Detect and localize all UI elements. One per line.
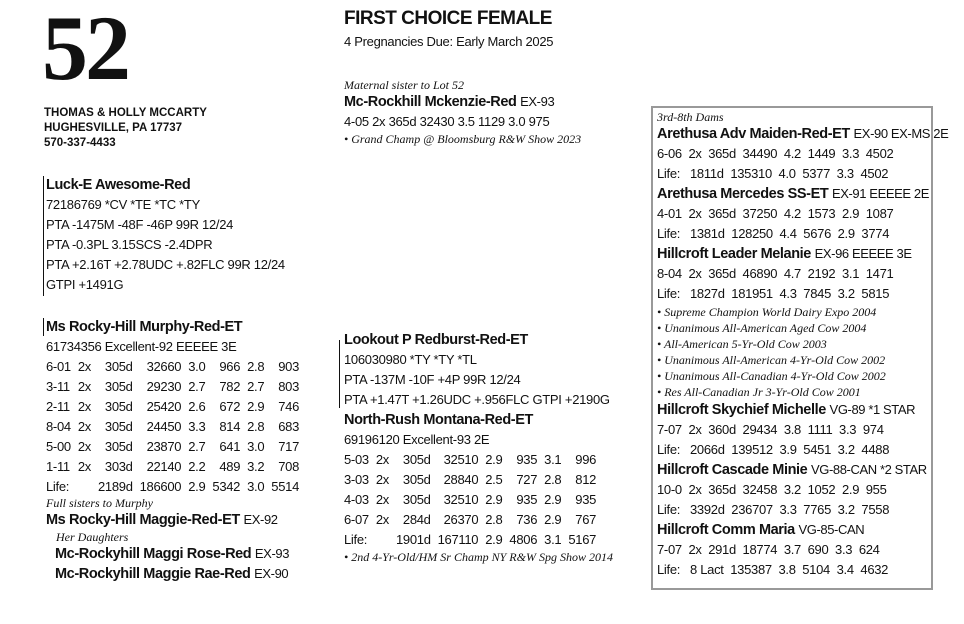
record-cell: 903 [278,359,300,374]
record-cell: 2x [77,359,91,374]
record-cell: 736 [516,512,538,527]
record-cell: 26370 [443,512,479,527]
record-cell: 305d [104,359,133,374]
record-cell: 305d [104,439,133,454]
ancestor-dam-lifetime: Life: 8 Lact 135387 3.8 5104 3.4 4632 [657,562,889,577]
lifetime-cell: Life: [46,479,70,494]
record-cell: 2x [375,512,389,527]
sire-line: PTA -1475M -48F -46P 99R 12/24 [46,217,234,232]
ancestor-dam-classification: EX-96 EEEEE 3E [814,246,912,261]
lifetime-cell: 5167 [568,532,597,547]
ancestor-dam-name: Hillcroft Leader Melanie [657,246,811,262]
sire-bracket [43,176,44,296]
record-cell: 2x [375,492,389,507]
record-cell: 2-11 [46,399,70,414]
ancestor-dam-entry [657,184,948,204]
record-cell: 814 [219,419,241,434]
maternal-sister-label: Maternal sister to Lot 52 [344,78,465,92]
record-cell: 6-07 [344,512,369,527]
record-cell: 3.0 [188,359,206,374]
sire-line: GTPI +1491G [46,277,124,292]
consignor-city: HUGHESVILLE, PA 17737 [44,122,183,134]
lifetime-cell: 5514 [271,479,300,494]
record-row [46,377,306,397]
record-cell: 2x [375,452,389,467]
maternal-sister-block [344,78,581,146]
ancestor-dam-classification: EX-91 EEEEE 2E [831,186,929,201]
record-cell: 3-11 [46,379,70,394]
record-cell: 3.1 [544,452,562,467]
record-cell: 305d [104,399,133,414]
record-cell: 489 [219,459,241,474]
ancestor-dam-award: • Supreme Champion World Dairy Expo 2004 [657,305,877,319]
ancestor-dam-record: 7-07 2x 291d 18774 3.7 690 3.3 624 [657,542,880,557]
lifetime-row [344,530,603,550]
dam-name: Ms Rocky-Hill Murphy-Red-ET [46,319,243,335]
ancestor-dam-award: • All-American 5-Yr-Old Cow 2003 [657,337,827,351]
ancestor-dam-lifetime: Life: 1811d 135310 4.0 5377 3.3 4502 [657,166,889,181]
record-cell: 672 [219,399,241,414]
mgs-bracket [339,340,340,408]
record-row [344,470,603,490]
record-cell: 2x [375,472,389,487]
dam-records-table [46,357,306,497]
record-row [344,510,603,530]
dam-registration: 61734356 Excellent-92 EEEEE 3E [46,339,237,354]
record-cell: 2.7 [188,439,206,454]
sire-line: 72186769 *CV *TE *TC *TY [46,197,200,212]
record-cell: 305d [402,452,431,467]
record-cell: 683 [278,419,300,434]
record-cell: 4-03 [344,492,369,507]
mgs-line: PTA -137M -10F +4P 99R 12/24 [344,372,521,387]
record-cell: 2.8 [544,472,562,487]
page-title: FIRST CHOICE FEMALE [344,8,552,29]
mgs-block [344,330,613,564]
mgs-name: Lookout P Redburst-Red-ET [344,332,528,348]
record-cell: 305d [402,492,431,507]
record-cell: 2x [77,399,91,414]
record-cell: 2.7 [188,379,206,394]
ancestor-dam-lifetime: Life: 2066d 139512 3.9 5451 3.2 4488 [657,442,890,457]
maternal-sister-entry [344,92,581,112]
lifetime-cell: 3.1 [544,532,562,547]
record-cell: 2.2 [188,459,206,474]
record-cell: 8-04 [46,419,71,434]
record-cell: 5-00 [46,439,71,454]
record-cell: 2.9 [544,492,562,507]
sire-name: Luck-E Awesome-Red [46,177,191,193]
record-cell: 23870 [146,439,182,454]
record-cell: 5-03 [344,452,369,467]
record-cell: 22140 [146,459,182,474]
record-cell: 935 [575,492,597,507]
record-cell: 746 [278,399,300,414]
record-cell: 2x [77,459,91,474]
daughter-name: Mc-Rockyhill Maggi Rose-Red [55,546,252,562]
record-cell: 2x [77,379,91,394]
ancestor-dam-record: 8-04 2x 365d 46890 4.7 2192 3.1 1471 [657,266,894,281]
record-cell: 24450 [146,419,182,434]
ancestor-dam-record: 7-07 2x 360d 29434 3.8 1111 3.3 974 [657,422,884,437]
record-cell: 32510 [443,492,479,507]
ancestor-dam-award: • Unanimous All-American 4-Yr-Old Cow 2002 [657,353,886,367]
lifetime-cell: 4806 [509,532,538,547]
sire-block [46,175,285,295]
ancestor-dam-classification: VG-88-CAN *2 STAR [810,462,927,477]
record-cell: 2.8 [485,512,503,527]
dam-block [46,317,306,497]
record-cell: 803 [278,379,300,394]
ancestor-dam-lifetime: Life: 1381d 128250 4.4 5676 2.9 3774 [657,226,890,241]
record-cell: 782 [219,379,241,394]
record-cell: 708 [278,459,300,474]
record-cell: 29230 [146,379,182,394]
record-cell: 3-03 [344,472,369,487]
ancestor-dam-entry [657,244,948,264]
record-cell: 966 [219,359,241,374]
record-cell: 996 [575,452,597,467]
ancestor-dam-classification: VG-85-CAN [798,522,865,537]
granddam-award: • 2nd 4-Yr-Old/HM Sr Champ NY R&W Spg Show 2014 [344,550,613,564]
mgs-line: PTA +1.47T +1.26UDC +.956FLC GTPI +2190G [344,392,610,407]
record-cell: 2.6 [188,399,206,414]
daughter-classification: EX-93 [254,546,290,561]
record-cell: 305d [402,472,431,487]
record-cell: 2.8 [247,419,265,434]
ancestor-dam-entry [657,400,948,420]
ancestor-dam-lifetime: Life: 1827d 181951 4.3 7845 3.2 5815 [657,286,890,301]
granddam-registration: 69196120 Excellent-93 2E [344,432,490,447]
ancestor-dam-entry [657,124,948,144]
record-cell: 812 [575,472,597,487]
record-cell: 3.3 [188,419,206,434]
record-cell: 1-11 [46,459,70,474]
consignor-phone: 570-337-4433 [44,137,116,149]
ancestor-dam-lifetime: Life: 3392d 236707 3.3 7765 3.2 7558 [657,502,890,517]
full-sisters-note: Full sisters to Murphy [46,496,153,510]
record-cell: 2.5 [485,472,503,487]
record-row [46,457,306,477]
record-cell: 6-01 [46,359,71,374]
dams-box-label: 3rd-8th Dams [657,110,724,124]
record-cell: 2.8 [247,359,265,374]
lifetime-row [46,477,306,497]
record-row [344,450,603,470]
record-row [344,490,603,510]
ancestor-dam-name: Hillcroft Cascade Minie [657,462,808,478]
record-cell: 2.9 [485,452,503,467]
maternal-sister-record: 4-05 2x 365d 32430 3.5 1129 3.0 975 [344,114,550,129]
consignor-name: THOMAS & HOLLY MCCARTY [44,107,207,119]
record-cell: 2.9 [485,492,503,507]
record-cell: 2.7 [247,379,265,394]
sister-classification: EX-92 [243,512,278,527]
record-cell: 2x [77,419,91,434]
lifetime-cell: 1901d [395,532,431,547]
mgs-line: 106030980 *TY *TY *TL [344,352,477,367]
record-cell: 2.9 [247,399,265,414]
sire-line: PTA -0.3PL 3.15SCS -2.4DPR [46,237,213,252]
record-cell: 641 [219,439,241,454]
record-cell: 935 [516,492,538,507]
record-cell: 935 [516,452,538,467]
sire-line: PTA +2.16T +2.78UDC +.82FLC 99R 12/24 [46,257,285,272]
lifetime-cell: 5342 [212,479,241,494]
ancestor-dam-name: Arethusa Adv Maiden-Red-ET [657,126,850,142]
ancestor-dam-award: • Unanimous All-Canadian 4-Yr-Old Cow 2002 [657,369,886,383]
record-cell: 305d [104,419,133,434]
record-cell: 303d [104,459,133,474]
consignor-block [44,106,207,151]
lot-number: 52 [42,0,128,99]
granddam-name: North-Rush Montana-Red-ET [344,412,533,428]
record-cell: 3.2 [247,459,265,474]
daughters-label: Her Daughters [56,530,129,544]
ancestor-dam-name: Hillcroft Comm Maria [657,522,795,538]
ancestor-dam-award: • Unanimous All-American Aged Cow 2004 [657,321,867,335]
ancestor-dam-award: • Res All-Canadian Jr 3-Yr-Old Cow 2001 [657,385,861,399]
dams-box-content [657,110,948,580]
ancestor-dam-name: Arethusa Mercedes SS-ET [657,186,829,202]
record-row [46,397,306,417]
ancestor-dam-entry [657,460,948,480]
ancestor-dam-classification: EX-90 EX-MS 2E [853,126,949,141]
record-cell: 32510 [443,452,479,467]
daughter-classification: EX-90 [254,566,289,581]
daughter-entry [46,564,289,584]
record-cell: 767 [575,512,597,527]
lifetime-cell: Life: [344,532,368,547]
lifetime-cell: 3.0 [247,479,265,494]
ancestor-dam-classification: VG-89 *1 STAR [829,402,916,417]
sister-entry [46,510,289,530]
record-row [46,417,306,437]
sister-name: Ms Rocky-Hill Maggie-Red-ET [46,512,240,528]
record-cell: 284d [402,512,431,527]
record-row [46,437,306,457]
lifetime-cell: 167110 [437,532,479,547]
granddam-records-table [344,450,603,550]
ancestor-dam-record: 6-06 2x 365d 34490 4.2 1449 3.3 4502 [657,146,894,161]
lifetime-cell: 2189d [97,479,133,494]
daughter-entry [46,544,289,564]
record-cell: 25420 [146,399,182,414]
record-cell: 32660 [146,359,182,374]
record-cell: 727 [516,472,538,487]
dam-family-block [46,496,289,584]
record-cell: 2x [77,439,91,454]
ancestor-dam-name: Hillcroft Skychief Michelle [657,402,826,418]
maternal-sister-award: • Grand Champ @ Bloomsburg R&W Show 2023 [344,132,582,146]
lifetime-cell [376,530,396,550]
maternal-sister-classification: EX-93 [520,94,555,109]
record-row [46,357,306,377]
ancestor-dam-record: 10-0 2x 365d 32458 3.2 1052 2.9 955 [657,482,887,497]
lifetime-cell [78,477,98,497]
dam-bracket [43,318,44,336]
record-cell: 28840 [443,472,479,487]
lifetime-cell: 186600 [139,479,182,494]
lifetime-cell: 2.9 [485,532,503,547]
lifetime-cell: 2.9 [188,479,206,494]
record-cell: 717 [278,439,300,454]
record-cell: 305d [104,379,133,394]
record-cell: 2.9 [544,512,562,527]
ancestor-dam-entry [657,520,948,540]
maternal-sister-name: Mc-Rockhill Mckenzie-Red [344,94,517,110]
ancestor-dam-record: 4-01 2x 365d 37250 4.2 1573 2.9 1087 [657,206,894,221]
daughter-name: Mc-Rockyhill Maggie Rae-Red [55,566,251,582]
record-cell: 3.0 [247,439,265,454]
pregnancy-status: 4 Pregnancies Due: Early March 2025 [344,34,554,49]
